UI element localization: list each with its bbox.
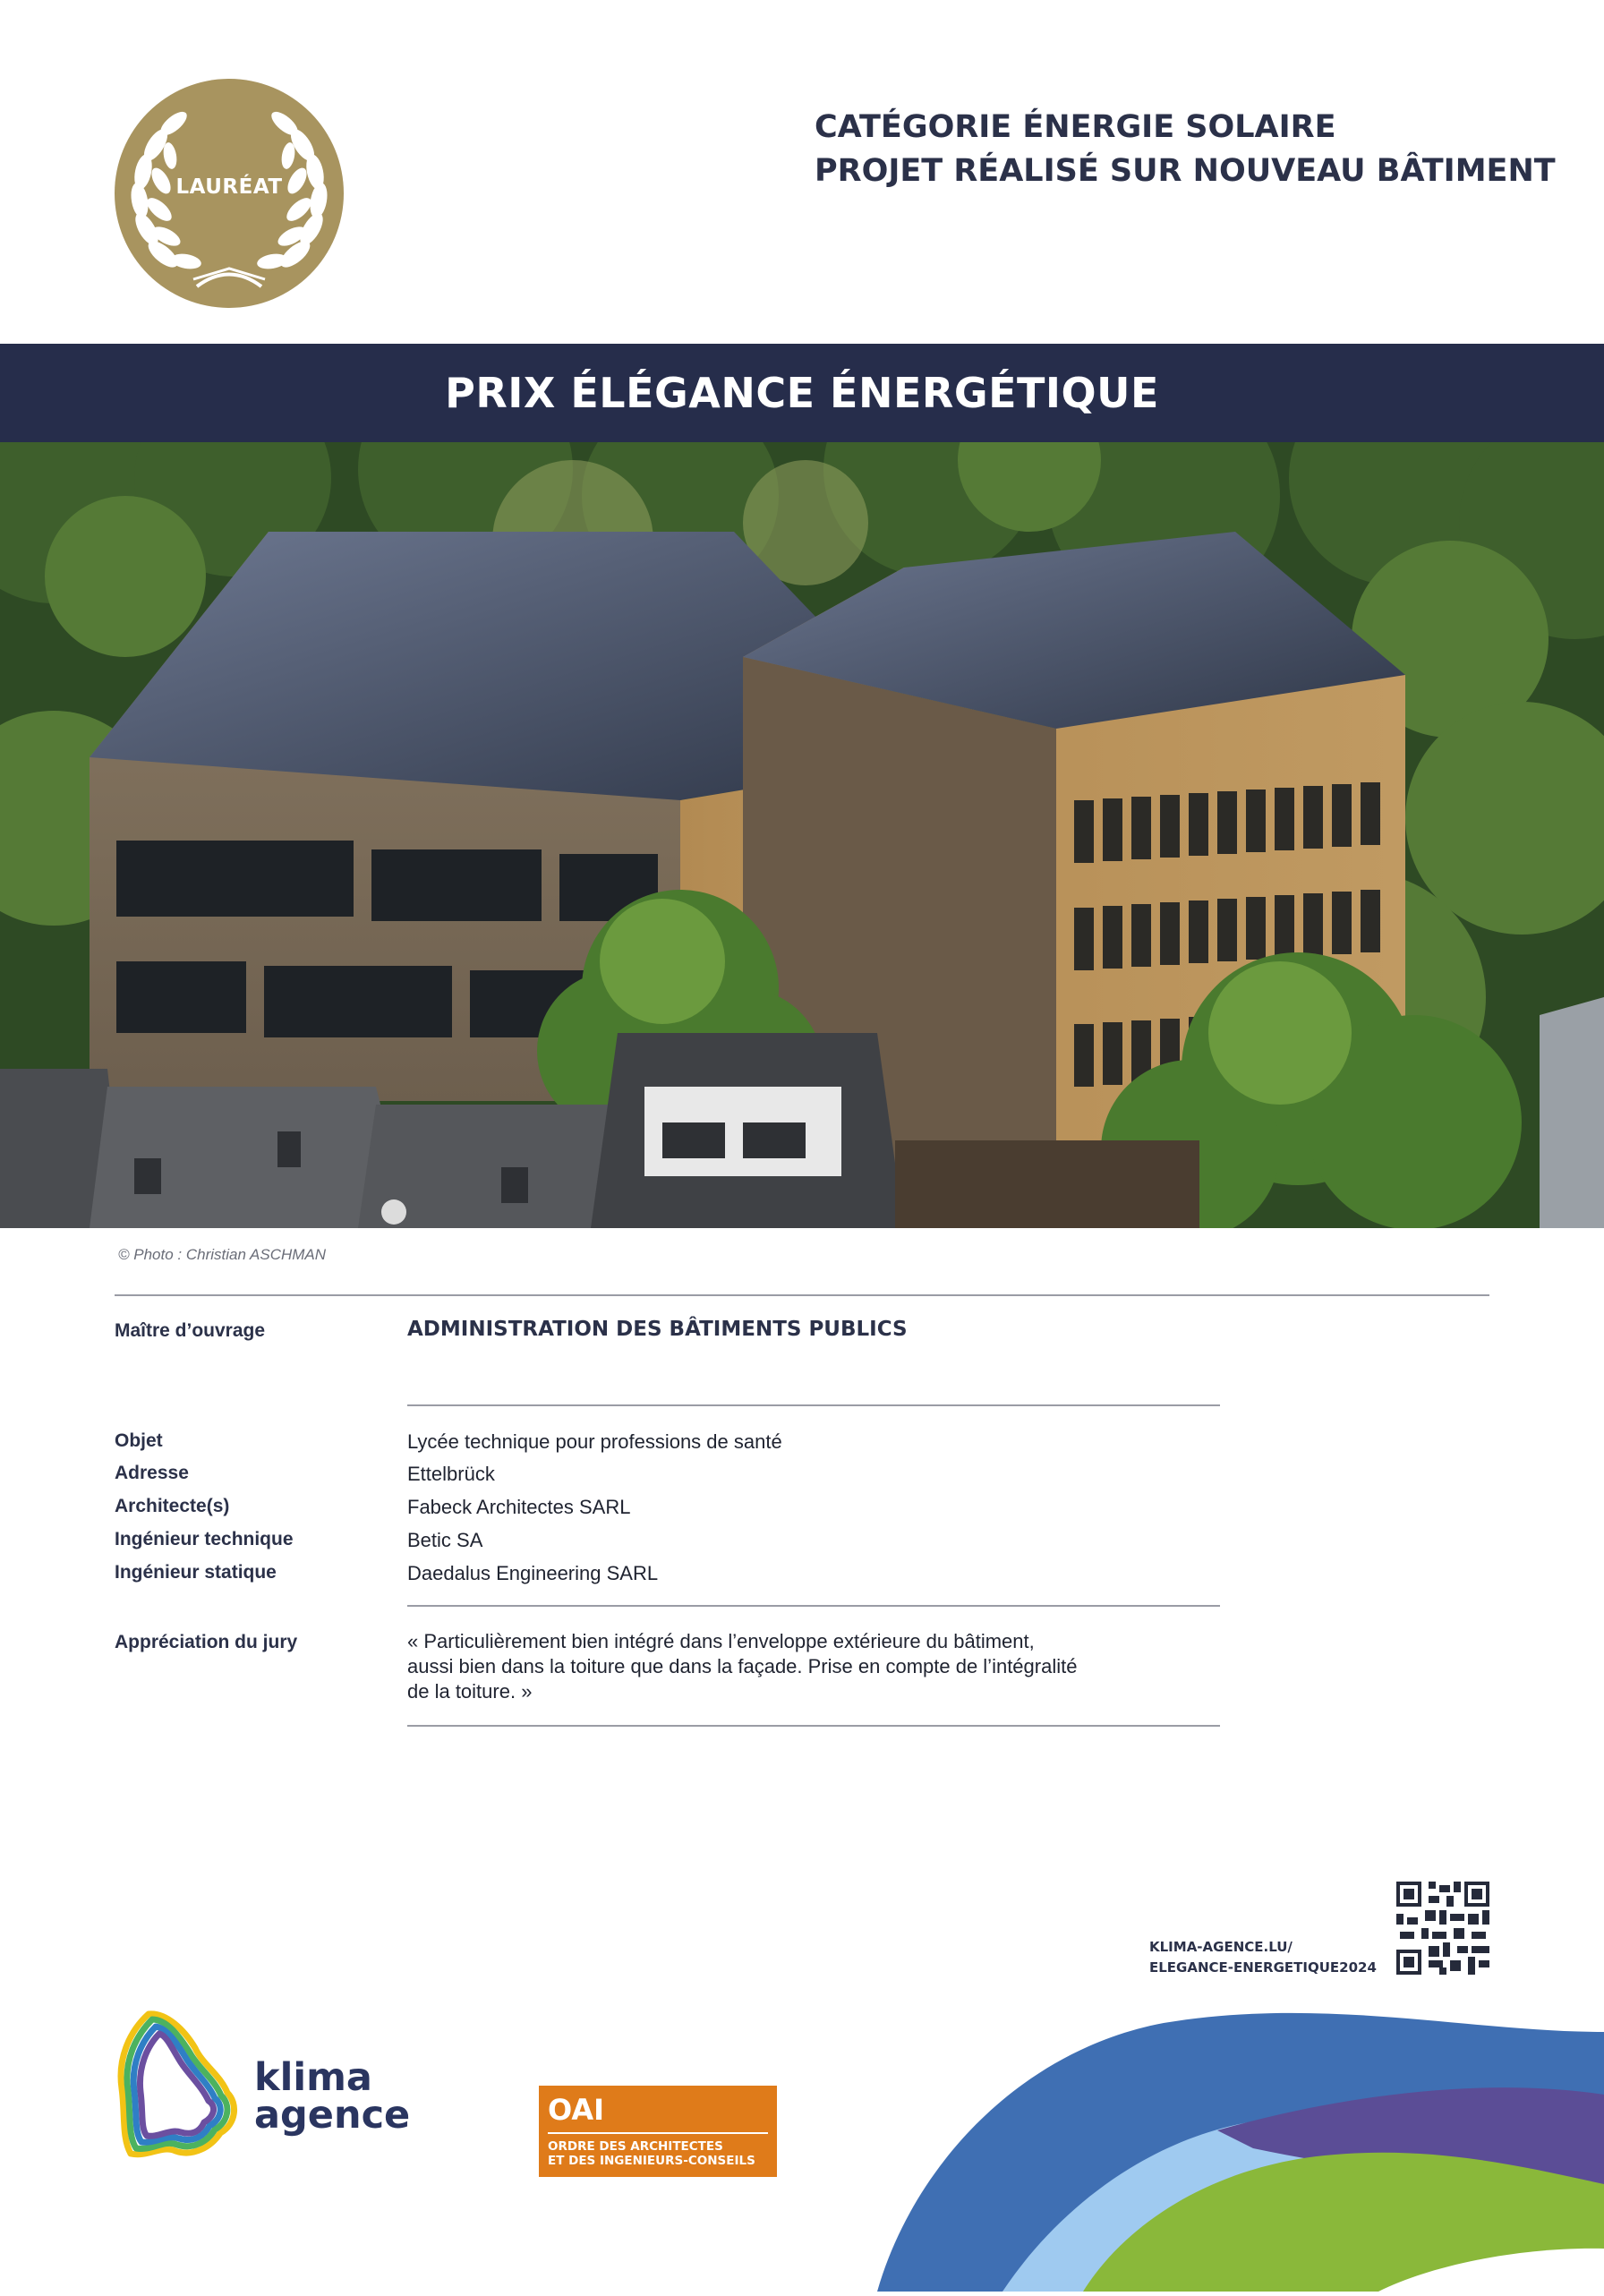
photo-credit: © Photo : Christian ASCHMAN <box>118 1246 327 1263</box>
jury-text <box>407 1629 1177 1704</box>
oai-abbreviation: OAI <box>548 2093 605 2127</box>
oai-divider <box>548 2132 768 2134</box>
qr-code[interactable] <box>1396 1882 1489 1975</box>
jury-line-1: « Particulièrement bien intégré dans l’enveloppe extérieure du bâtiment, <box>407 1630 1035 1652</box>
jury-line-2: aussi bien dans la toiture que dans la façade. Prise en compte de l’intégralité <box>407 1655 1078 1677</box>
building-illustration <box>0 442 1604 1228</box>
divider-top <box>115 1294 1489 1296</box>
banner-title: PRIX ÉLÉGANCE ÉNERGÉTIQUE <box>445 369 1159 417</box>
medal-label: LAURÉAT <box>175 175 283 199</box>
detail-label-ingenieur-technique: Ingénieur technique <box>115 1529 294 1549</box>
title-banner <box>0 344 1604 442</box>
laureate-medal <box>115 79 344 308</box>
oai-logo <box>539 2086 777 2177</box>
detail-value-architectes: Fabeck Architectes SARL <box>407 1496 631 1518</box>
divider-jury <box>407 1725 1220 1727</box>
building-photo <box>0 442 1604 1228</box>
website-link-line-2: ELEGANCE-ENERGETIQUE2024 <box>1149 1959 1377 1976</box>
category-line-1: CATÉGORIE ÉNERGIE SOLAIRE <box>815 109 1336 145</box>
wave-shapes-icon <box>877 1996 1604 2292</box>
jury-label: Appréciation du jury <box>115 1632 298 1652</box>
detail-value-ingenieur-statique: Daedalus Engineering SARL <box>407 1562 659 1584</box>
website-link-line-1: KLIMA-AGENCE.LU/ <box>1149 1939 1293 1955</box>
owner-label: Maître d’ouvrage <box>115 1320 266 1341</box>
detail-value-adresse: Ettelbrück <box>407 1463 495 1485</box>
detail-label-architectes: Architecte(s) <box>115 1496 230 1516</box>
website-link[interactable] <box>1149 1937 1377 1978</box>
detail-value-objet: Lycée technique pour professions de santé <box>407 1430 782 1453</box>
luxembourg-outline-icon <box>113 2003 247 2164</box>
oai-line-2: ET DES INGENIEURS-CONSEILS <box>548 2154 755 2168</box>
klima-agence-logo-icon <box>113 2003 247 2164</box>
owner-value: ADMINISTRATION DES BÂTIMENTS PUBLICS <box>407 1318 908 1341</box>
jury-line-3: de la toiture. » <box>407 1680 533 1703</box>
oai-line-1: ORDRE DES ARCHITECTES <box>548 2139 723 2154</box>
oai-full-name <box>548 2139 755 2168</box>
detail-value-ingenieur-technique: Betic SA <box>407 1529 483 1551</box>
divider-details <box>407 1605 1220 1607</box>
category-line-2: PROJET RÉALISÉ SUR NOUVEAU BÂTIMENT <box>815 153 1556 189</box>
klima-wordmark-line-2: agence <box>254 2093 411 2138</box>
category-title <box>815 106 1556 193</box>
qr-code-icon <box>1396 1882 1489 1975</box>
klima-wordmark-line-1: klima <box>254 2055 372 2100</box>
detail-label-objet: Objet <box>115 1430 163 1451</box>
klima-agence-wordmark <box>254 2055 411 2138</box>
detail-label-ingenieur-statique: Ingénieur statique <box>115 1562 277 1583</box>
divider-owner <box>407 1404 1220 1406</box>
detail-label-adresse: Adresse <box>115 1463 189 1483</box>
decorative-waves <box>877 1996 1604 2292</box>
